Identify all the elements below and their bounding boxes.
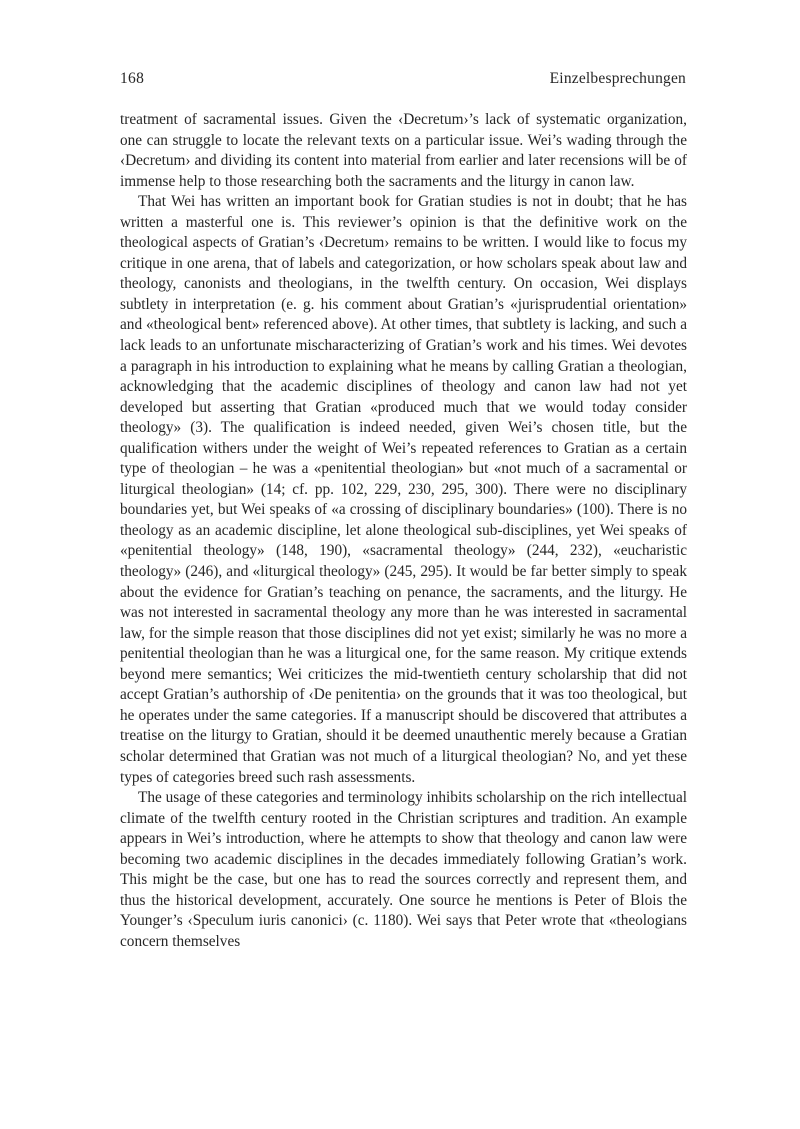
- paragraph-continuation: treatment of sacramental issues. Given the ‹Decretum›’s lack of systematic organization, one can struggle to locate the relevant texts on a particular issue. Wei’s wading through the ‹Decretum› and dividing its content into material from earlier and later recensions will be of immense help to those researching both the sacraments and the liturgy in canon law.: [120, 111, 687, 190]
- paragraph: The usage of these categories and terminology inhibits scholarship on the rich intellectual climate of the twelfth century rooted in the Christian scriptures and tradition. An example appears in Wei’s introduction, where he attempts to show that theology and canon law were becoming two academic disciplines in the decades immediately following Gratian’s work. This might be the case, but one has to read the sources correctly and represent them, and thus the historical development, accurately. One source he mentions is Peter of Blois the Younger’s ‹Speculum iuris canonici› (c. 1180). Wei says that Peter wrote that «theologians concern themselves: [120, 789, 687, 950]
- page-number: 168: [120, 70, 145, 87]
- paragraph: That Wei has written an important book for Gratian studies is not in doubt; that he has written a masterful one is. This reviewer’s opinion is that the definitive work on the theological aspects of Gratian’s ‹Decretum› remains to be written. I would like to focus my critique in one arena, that of labels and categorization, or how scholars speak about law and theology, canonists and theologians, in the twelfth century. On occasion, Wei displays subtlety in interpretation (e. g. his comment about Gratian’s «jurisprudential orientation» and «theological bent» referenced above). At other times, that subtlety is lacking, and such a lack leads to an unfortunate mischaracterizing of Gratian’s work and his times. Wei devotes a paragraph in his introduction to explaining what he means by calling Gratian a theologian, acknowledging that the academic disciplines of theology and canon law had not yet developed but asserting that Gratian «produced much that we would today consider theology» (3). The qualification is indeed needed, given Wei’s chosen title, but the qualification withers under the weight of Wei’s repeated references to Gratian as a certain type of theologian – he was a «penitential theologian» but «not much of a sacramental or liturgical theologian» (14; cf. pp. 102, 229, 230, 295, 300). There were no disciplinary boundaries yet, but Wei speaks of «a crossing of disciplinary boundaries» (100). There is no theology as an academic discipline, let alone theological sub-disciplines, yet Wei speaks of «penitential theology» (148, 190), «sacramental theology» (244, 232), «eucharistic theology» (246), and «liturgical theology» (245, 295). It would be far better simply to speak about the evidence for Gratian’s teaching on penance, the sacraments, and the liturgy. He was not interested in sacramental theology any more than he was interested in sacramental law, for the simple reason that those disciplines did not yet exist; similarly he was no more a penitential theologian than he was a liturgical one, for the same reason. My critique extends beyond mere semantics; Wei criticizes the mid-twentieth century scholarship that did not accept Gratian’s authorship of ‹De penitentia› on the grounds that it was too theological, but he operates under the same categories. If a manuscript should be discovered that attributes a treatise on the liturgy to Gratian, should it be deemed unauthentic merely because a Gratian scholar determined that Gratian was not much of a liturgical theologian? No, and yet these types of categories breed such rash assessments.: [120, 193, 687, 786]
- running-header: [120, 70, 686, 88]
- body-text: [120, 110, 687, 952]
- running-head-title: Einzelbesprechungen: [549, 70, 686, 87]
